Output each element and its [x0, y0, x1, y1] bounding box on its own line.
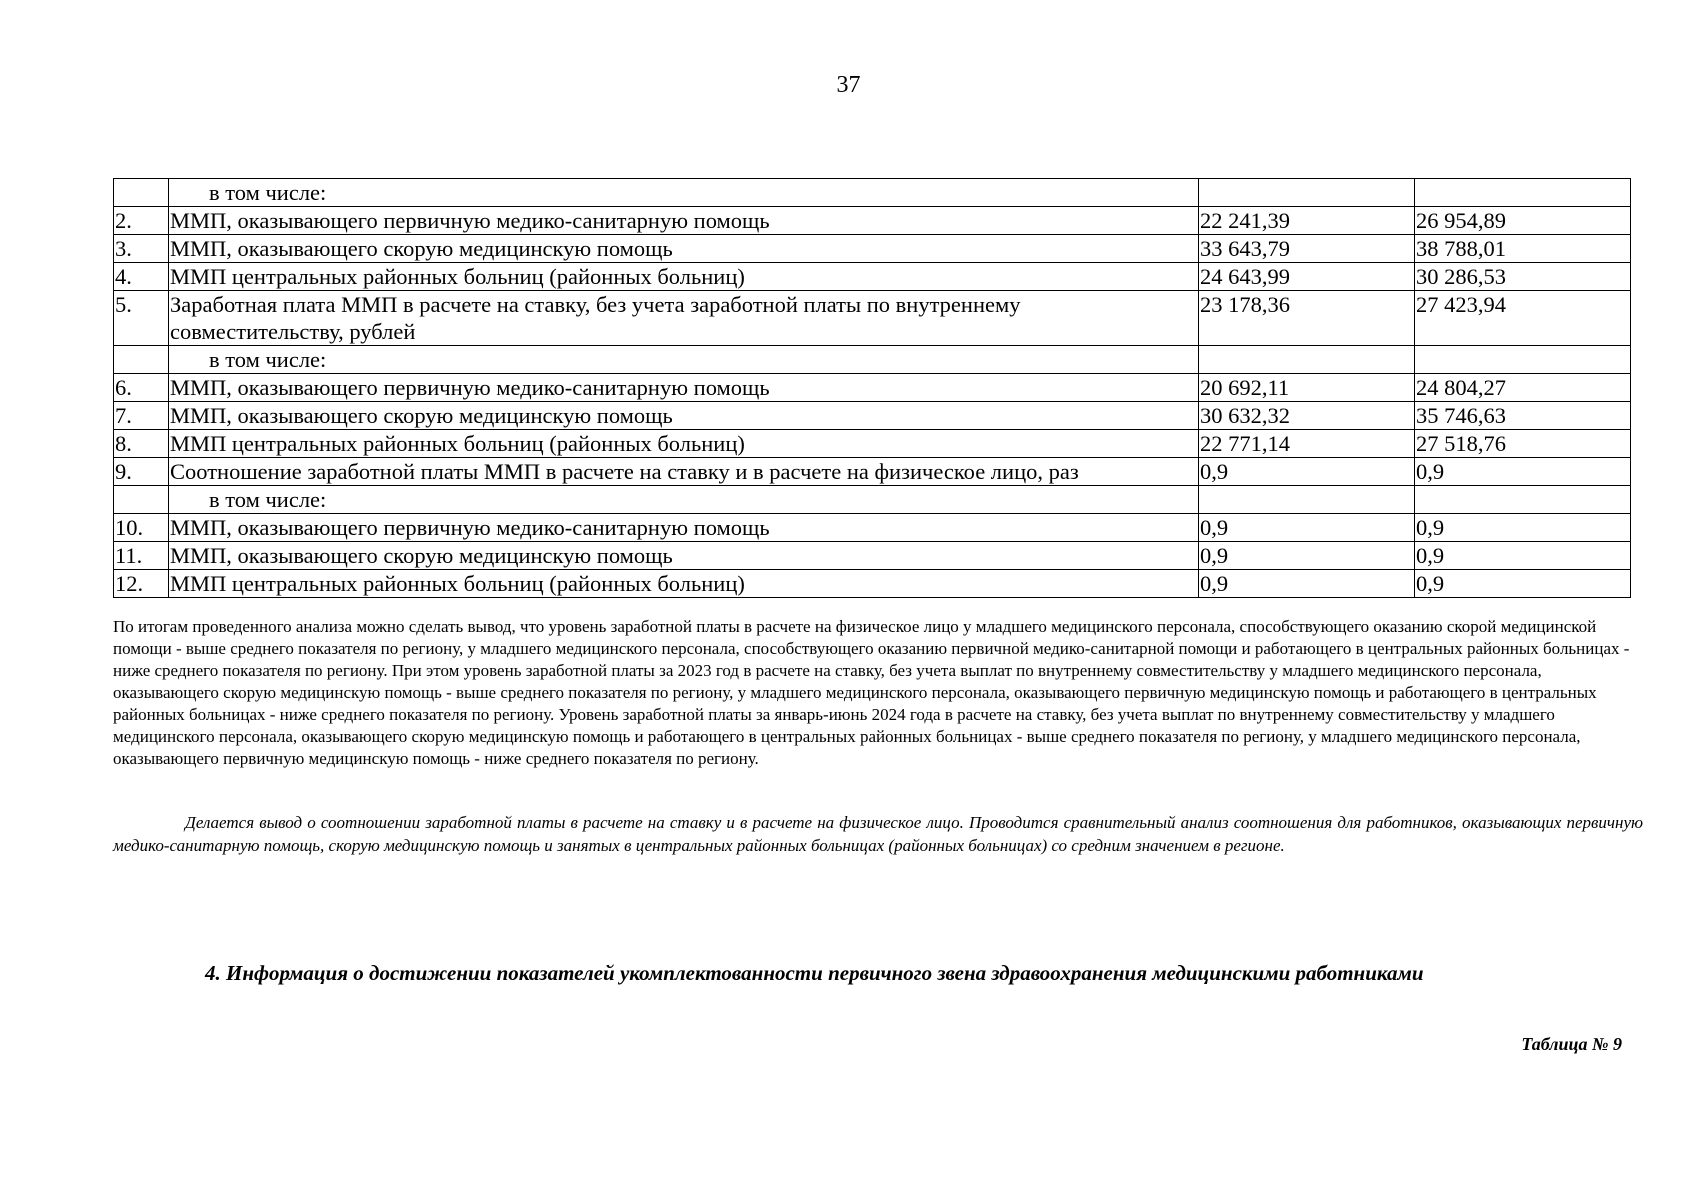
row-value-2-cell: 35 746,63	[1415, 402, 1631, 430]
row-value-1-cell: 0,9	[1199, 570, 1415, 598]
row-value-2-cell: 0,9	[1415, 542, 1631, 570]
row-value-2-cell: 27 518,76	[1415, 430, 1631, 458]
row-value-2-cell	[1415, 179, 1631, 207]
row-number-cell: 10.	[114, 514, 169, 542]
table-row	[114, 207, 1631, 235]
row-value-2-cell: 26 954,89	[1415, 207, 1631, 235]
table-row	[114, 542, 1631, 570]
row-value-1-cell: 22 771,14	[1199, 430, 1415, 458]
row-number-cell: 9.	[114, 458, 169, 486]
row-value-1-cell: 0,9	[1199, 514, 1415, 542]
row-number-cell: 4.	[114, 263, 169, 291]
row-label-cell: ММП, оказывающего первичную медико-санитарную помощь	[169, 514, 1199, 542]
row-value-2-cell: 30 286,53	[1415, 263, 1631, 291]
row-value-1-cell	[1199, 486, 1415, 514]
salary-table	[113, 178, 1631, 598]
table-row	[114, 486, 1631, 514]
row-value-2-cell	[1415, 346, 1631, 374]
table-caption: Таблица № 9	[1521, 1034, 1622, 1054]
table-row	[114, 570, 1631, 598]
table-row	[114, 514, 1631, 542]
row-label-cell: в том числе:	[169, 346, 1199, 374]
table-row	[114, 402, 1631, 430]
row-number-cell: 5.	[114, 291, 169, 346]
table-row	[114, 179, 1631, 207]
instruction-note: Делается вывод о соотношении заработной платы в расчете на ставку и в расчете на физическое лицо. Проводится сравнительный анализ соотношения для работников, оказывающих первичную медико-санитарную помощь, скорую медицинскую помощь и занятых в центральных районных больницах (районных больницах) со средним значением в регионе.	[113, 813, 1643, 855]
page-number: 37	[836, 72, 861, 98]
row-label-cell: в том числе:	[169, 486, 1199, 514]
table-row	[114, 263, 1631, 291]
row-number-cell: 8.	[114, 430, 169, 458]
row-value-2-cell: 27 423,94	[1415, 291, 1631, 346]
row-value-1-cell: 0,9	[1199, 542, 1415, 570]
table-row	[114, 235, 1631, 263]
row-label-cell: ММП, оказывающего первичную медико-санитарную помощь	[169, 207, 1199, 235]
row-number-cell: 12.	[114, 570, 169, 598]
row-label-cell: Соотношение заработной платы ММП в расчете на ставку и в расчете на физическое лицо, раз	[169, 458, 1199, 486]
table-row	[114, 458, 1631, 486]
table-row	[114, 430, 1631, 458]
row-value-1-cell: 23 178,36	[1199, 291, 1415, 346]
row-value-2-cell: 0,9	[1415, 514, 1631, 542]
row-number-cell: 7.	[114, 402, 169, 430]
row-number-cell	[114, 179, 169, 207]
table-row	[114, 346, 1631, 374]
row-label-cell: ММП центральных районных больниц (районных больниц)	[169, 263, 1199, 291]
row-label-cell: ММП, оказывающего скорую медицинскую помощь	[169, 235, 1199, 263]
row-value-2-cell: 24 804,27	[1415, 374, 1631, 402]
row-value-1-cell: 20 692,11	[1199, 374, 1415, 402]
row-label-cell: ММП, оказывающего первичную медико-санитарную помощь	[169, 374, 1199, 402]
row-label-cell: ММП, оказывающего скорую медицинскую помощь	[169, 402, 1199, 430]
row-value-1-cell: 0,9	[1199, 458, 1415, 486]
table-row	[114, 291, 1631, 346]
row-value-2-cell: 0,9	[1415, 570, 1631, 598]
row-number-cell: 2.	[114, 207, 169, 235]
row-value-1-cell: 30 632,32	[1199, 402, 1415, 430]
row-value-1-cell: 22 241,39	[1199, 207, 1415, 235]
table-row	[114, 374, 1631, 402]
analysis-paragraph: По итогам проведенного анализа можно сделать вывод, что уровень заработной платы в расчете на физическое лицо у младшего медицинского персонала, способствующего оказанию скорой медицинской помощи - выше среднего показателя по региону, у младшего медицинского персонала, способствующего оказанию первичной медико-санитарной помощи и работающего в центральных районных больницах - ниже среднего показателя по региону. При этом уровень заработной платы за 2023 год в расчете на ставку, без учета выплат по внутреннему совместительству у младшего медицинского персонала, оказывающего скорую медицинскую помощь - выше среднего показателя по региону, у младшего медицинского персонала, оказывающего первичную медицинскую помощь и работающего в центральных районных больницах - ниже среднего показателя по региону. Уровень заработной платы за январь-июнь 2024 года в расчете на ставку, без учета выплат по внутреннему совместительству у младшего медицинского персонала, оказывающего скорую медицинскую помощь и работающего в центральных районных больницах - выше среднего показателя по региону, у младшего медицинского персонала, оказывающего первичную медицинскую помощь - ниже среднего показателя по региону.	[113, 617, 1630, 768]
row-value-2-cell: 0,9	[1415, 458, 1631, 486]
row-value-1-cell	[1199, 346, 1415, 374]
row-label-cell: Заработная плата ММП в расчете на ставку, без учета заработной платы по внутреннему совместительству, рублей	[169, 291, 1199, 346]
row-value-1-cell: 24 643,99	[1199, 263, 1415, 291]
row-number-cell: 11.	[114, 542, 169, 570]
row-number-cell	[114, 486, 169, 514]
row-number-cell: 3.	[114, 235, 169, 263]
row-number-cell	[114, 346, 169, 374]
salary-table-body	[114, 179, 1631, 598]
row-label-cell: ММП, оказывающего скорую медицинскую помощь	[169, 542, 1199, 570]
row-value-2-cell	[1415, 486, 1631, 514]
row-label-cell: ММП центральных районных больниц (районных больниц)	[169, 570, 1199, 598]
row-value-1-cell	[1199, 179, 1415, 207]
row-value-1-cell: 33 643,79	[1199, 235, 1415, 263]
row-value-2-cell: 38 788,01	[1415, 235, 1631, 263]
row-number-cell: 6.	[114, 374, 169, 402]
row-label-cell: ММП центральных районных больниц (районных больниц)	[169, 430, 1199, 458]
section-title: 4. Информация о достижении показателей укомплектованности первичного звена здравоохранения медицинскими работниками	[205, 961, 1424, 985]
row-label-cell: в том числе:	[169, 179, 1199, 207]
